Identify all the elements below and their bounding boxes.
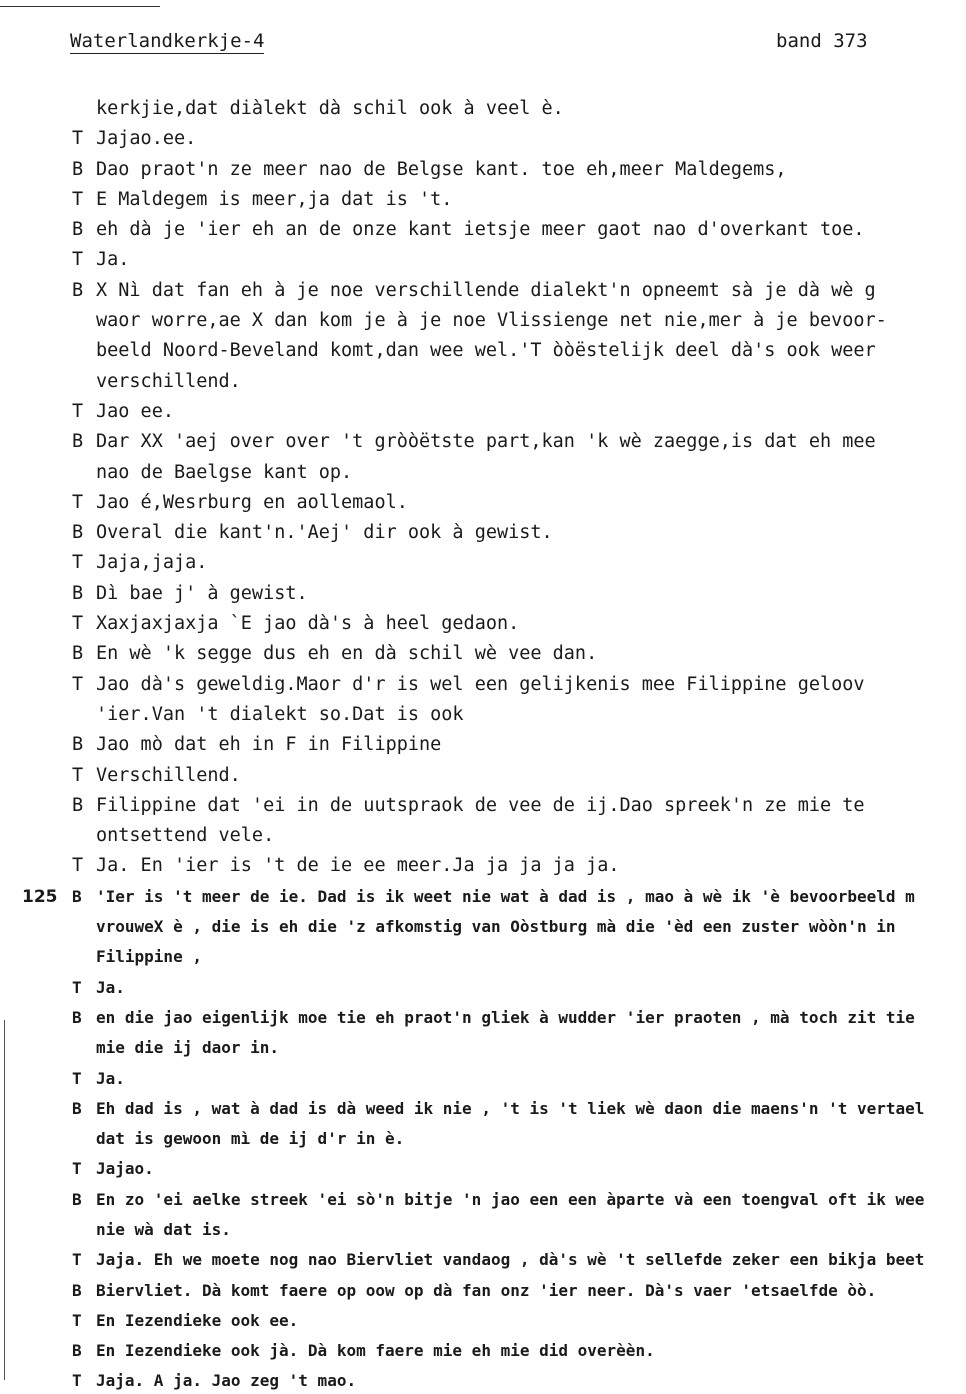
- line-text: mie die ij daor in.: [96, 1038, 280, 1058]
- transcript-line: [0, 276, 966, 306]
- line-text: nie wà dat is.: [96, 1219, 231, 1239]
- line-text: Jajao.ee.: [96, 128, 197, 150]
- line-text: Eh dad is , wat à dad is dà weed ik nie , 't is 't liek wè daon die maens'n 't vertael: [96, 1098, 925, 1118]
- transcript-line: [0, 1124, 966, 1154]
- line-text: Dao praot'n ze meer nao de Belgse kant. toe eh,meer Maldegems,: [96, 158, 787, 180]
- transcript-line: [0, 94, 966, 124]
- line-text: dat is gewoon mì de ij d'r in è.: [96, 1129, 405, 1149]
- line-text: Overal die kant'n.'Aej' dir ook à gewist.: [96, 522, 553, 544]
- speaker-label: B: [72, 643, 84, 665]
- transcript-line: [0, 1366, 966, 1394]
- speaker-label: T: [72, 764, 84, 786]
- speaker-label: T: [72, 491, 84, 513]
- line-text: Jajao.: [96, 1159, 154, 1179]
- speaker-label: B: [72, 1341, 82, 1361]
- transcript-line: [0, 1154, 966, 1184]
- transcript-line: [0, 579, 966, 609]
- line-text: 'ier.Van 't dialekt so.Dat is ook: [96, 703, 464, 725]
- line-text: Jaja. A ja. Jao zeg 't mao.: [96, 1371, 357, 1391]
- transcript-line: [0, 973, 966, 1003]
- transcript-line: [0, 548, 966, 578]
- line-text: kerkjie,dat diàlekt dà schil ook à veel è.: [96, 98, 564, 119]
- speaker-label: T: [72, 188, 84, 210]
- transcript-line: [0, 730, 966, 760]
- line-text: Ja.: [96, 977, 125, 997]
- line-text: eh dà je 'ier eh an de onze kant ietsje meer gaot nao d'overkant toe.: [96, 219, 865, 241]
- transcript-line: [0, 215, 966, 245]
- speaker-label: B: [72, 794, 84, 816]
- transcript-line: [0, 1306, 966, 1336]
- document-title: Waterlandkerkje-4: [70, 30, 265, 52]
- speaker-label: T: [72, 1310, 82, 1330]
- transcript-line: [0, 336, 966, 366]
- transcript-body: [0, 94, 966, 1394]
- transcript-line: [0, 367, 966, 397]
- transcript-line: [0, 124, 966, 154]
- speaker-label: T: [72, 552, 84, 574]
- line-text: Dar XX 'aej over over 't gròòëtste part,kan 'k wè zaegge,is dat eh mee: [96, 431, 876, 453]
- line-text: waor worre,ae X dan kom je à je noe Vlissienge net nie,mer à je bevoor-: [96, 310, 887, 332]
- transcript-line: [0, 1276, 966, 1306]
- line-text: Jao mò dat eh in F in Filippine: [96, 734, 442, 756]
- line-text: Xaxjaxjaxja `E jao dà's à heel gedaon.: [96, 613, 520, 635]
- band-number: band 373: [776, 30, 868, 52]
- speaker-label: T: [72, 613, 84, 635]
- line-text: en die jao eigenlijk moe tie eh praot'n gliek à wudder 'ier praoten , mà toch zit tie: [96, 1007, 915, 1027]
- top-rule: [0, 6, 160, 7]
- transcript-line: [0, 306, 966, 336]
- line-text: En Iezendieke ook jà. Dà kom faere mie eh mie did overèèn.: [96, 1341, 655, 1361]
- line-text: ontsettend vele.: [96, 825, 275, 847]
- line-text: En wè 'k segge dus eh en dà schil wè vee dan.: [96, 643, 598, 665]
- transcript-line: [0, 821, 966, 851]
- line-text: vrouweX è , die is eh die 'z afkomstig van Oòstburg mà die 'èd een zuster wòòn'n in: [96, 917, 896, 937]
- line-text: Filippine ,: [96, 947, 202, 967]
- speaker-label: T: [72, 249, 84, 271]
- transcript-line: [0, 1064, 966, 1094]
- speaker-label: B: [72, 1098, 82, 1118]
- transcript-line: [0, 882, 966, 912]
- line-text: Ja.: [96, 249, 130, 271]
- transcript-line: [0, 670, 966, 700]
- line-text: Jao dà's geweldig.Maor d'r is wel een gelijkenis mee Filippine geloov: [96, 673, 865, 695]
- transcript-line: [0, 851, 966, 881]
- speaker-label: B: [72, 886, 82, 906]
- transcript-line: [0, 1336, 966, 1366]
- speaker-label: B: [72, 522, 84, 544]
- speaker-label: B: [72, 582, 84, 604]
- transcript-line: [0, 700, 966, 730]
- speaker-label: B: [72, 1280, 82, 1300]
- transcript-line: [0, 942, 966, 972]
- transcript-line: [0, 912, 966, 942]
- transcript-line: [0, 761, 966, 791]
- transcript-line: [0, 639, 966, 669]
- line-text: E Maldegem is meer,ja dat is 't.: [96, 188, 453, 210]
- speaker-label: B: [72, 1007, 82, 1027]
- speaker-label: B: [72, 431, 84, 453]
- line-text: Jao é,Wesrburg en aollemaol.: [96, 491, 408, 513]
- line-text: Verschillend.: [96, 764, 241, 786]
- transcript-line: [0, 185, 966, 215]
- speaker-label: T: [72, 855, 84, 877]
- line-text: Filippine dat 'ei in de uutspraok de vee de ij.Dao spreek'n ze mie te: [96, 794, 865, 816]
- transcript-line: [0, 245, 966, 275]
- speaker-label: T: [72, 1371, 82, 1391]
- speaker-label: B: [72, 734, 84, 756]
- transcript-line: [0, 1185, 966, 1215]
- line-text: verschillend.: [96, 370, 241, 392]
- speaker-label: B: [72, 219, 84, 241]
- transcript-line: [0, 155, 966, 185]
- speaker-label: T: [72, 400, 84, 422]
- transcript-line: [0, 458, 966, 488]
- transcript-line: [0, 427, 966, 457]
- line-text: Ja. En 'ier is 't de ie ee meer.Ja ja ja ja ja.: [96, 855, 620, 877]
- line-text: Jaja. Eh we moete nog nao Biervliet vandaog , dà's wè 't sellefde zeker een bikja beet: [96, 1250, 925, 1270]
- speaker-label: B: [72, 279, 84, 301]
- transcript-line: [0, 1245, 966, 1275]
- speaker-label: B: [72, 158, 84, 180]
- line-text: Ja.: [96, 1068, 125, 1088]
- line-text: 'Ier is 't meer de ie. Dad is ik weet nie wat à dad is , mao à wè ik 'è bevoorbeeld m: [96, 886, 915, 906]
- speaker-label: T: [72, 673, 84, 695]
- speaker-label: T: [72, 1159, 82, 1179]
- transcript-line: [0, 518, 966, 548]
- line-text: Dì bae j' à gewist.: [96, 582, 308, 604]
- transcript-line: [0, 488, 966, 518]
- line-text: Biervliet. Dà komt faere op oow op dà fan onz 'ier neer. Dà's vaer 'etsaelfde òò.: [96, 1280, 877, 1300]
- line-text: Jaja,jaja.: [96, 552, 208, 574]
- line-text: En Iezendieke ook ee.: [96, 1310, 299, 1330]
- line-number: 125: [22, 886, 58, 907]
- speaker-label: B: [72, 1189, 82, 1209]
- speaker-label: T: [72, 128, 84, 150]
- speaker-label: T: [72, 1068, 82, 1088]
- speaker-label: T: [72, 977, 82, 997]
- speaker-label: T: [72, 1250, 82, 1270]
- line-text: nao de Baelgse kant op.: [96, 461, 353, 483]
- line-text: X Nì dat fan eh à je noe verschillende dialekt'n opneemt sà je dà wè g: [96, 279, 876, 301]
- transcript-line: [0, 1094, 966, 1124]
- transcript-line: [0, 1215, 966, 1245]
- transcript-line: [0, 791, 966, 821]
- line-text: Jao ee.: [96, 400, 174, 422]
- transcript-line: [0, 397, 966, 427]
- line-text: En zo 'ei aelke streek 'ei sò'n bitje 'n jao een een àparte và een toengval oft ik wee: [96, 1189, 925, 1209]
- line-text: beeld Noord-Beveland komt,dan wee wel.'T òòëstelijk deel dà's ook weer: [96, 340, 876, 362]
- transcript-line: [0, 1003, 966, 1033]
- transcript-line: [0, 609, 966, 639]
- transcript-line: [0, 1033, 966, 1063]
